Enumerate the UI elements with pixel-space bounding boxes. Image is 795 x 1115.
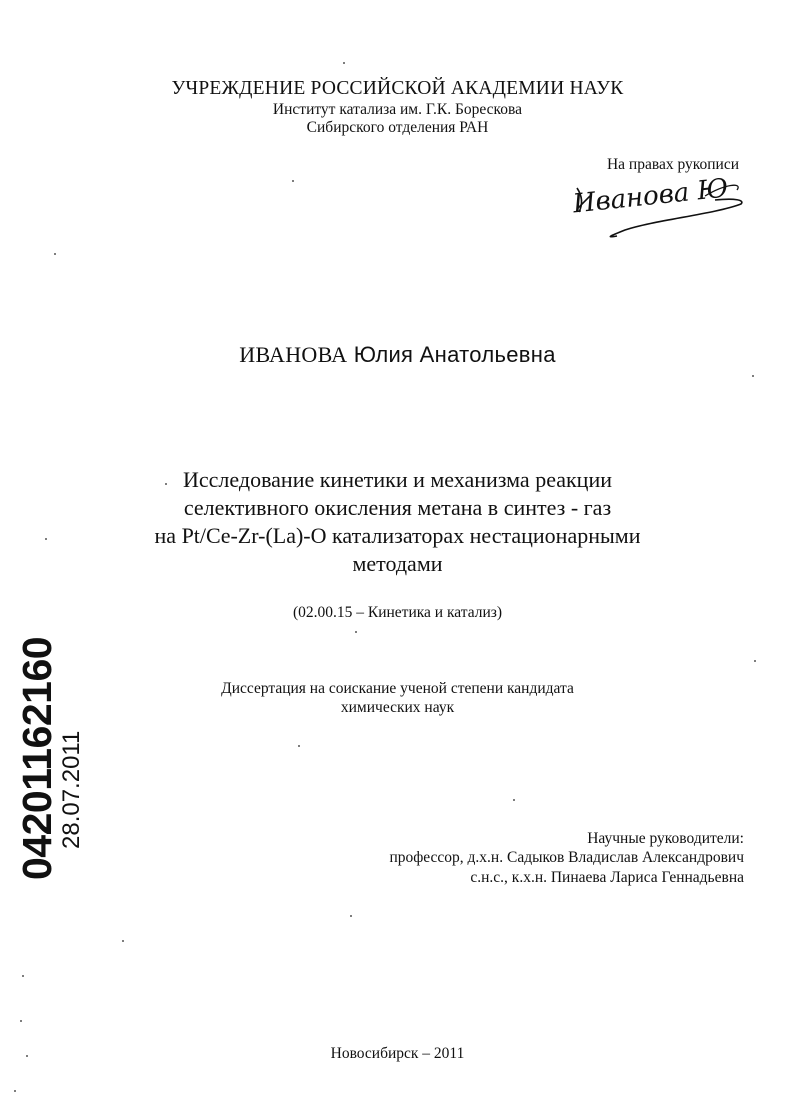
degree-statement-line: Диссертация на соискание ученой степени кандидата bbox=[221, 680, 574, 697]
supervisor-line: профессор, д.х.н. Садыков Владислав Александрович bbox=[389, 849, 744, 866]
manuscript-rights-note: На правах рукописи bbox=[606, 156, 739, 173]
author-given-names: Юлия Анатольевна bbox=[353, 342, 556, 367]
branch-name: Сибирского отделения РАН bbox=[306, 119, 489, 136]
city-year: Новосибирск – 2011 bbox=[330, 1045, 465, 1062]
institution-name: УЧРЕЖДЕНИЕ РОССИЙСКОЙ АКАДЕМИИ НАУК bbox=[171, 78, 624, 99]
signature-text: Иванова Ю bbox=[571, 173, 730, 220]
supervisor-line: с.н.с., к.х.н. Пинаева Лариса Геннадьевна bbox=[470, 869, 744, 886]
thesis-title-line: Исследование кинетики и механизма реакции bbox=[183, 467, 612, 492]
thesis-title-line: на Pt/Ce-Zr-(La)-O катализаторах нестационарными bbox=[154, 523, 641, 548]
author-signature bbox=[565, 170, 755, 240]
library-stamp-number: 04201162160 bbox=[14, 636, 60, 880]
author-name bbox=[0, 342, 795, 368]
supervisors-heading: Научные руководители: bbox=[587, 830, 744, 847]
library-stamp-date: 28.07.2011 bbox=[58, 730, 85, 849]
author-surname: ИВАНОВА bbox=[239, 342, 348, 367]
specialty-code: (02.00.15 – Кинетика и катализ) bbox=[292, 604, 503, 621]
thesis-title-line: методами bbox=[352, 551, 443, 576]
thesis-title-line: селективного окисления метана в синтез - газ bbox=[183, 495, 612, 520]
institute-name: Институт катализа им. Г.К. Борескова bbox=[272, 101, 523, 118]
degree-statement-line: химических наук bbox=[340, 699, 455, 716]
